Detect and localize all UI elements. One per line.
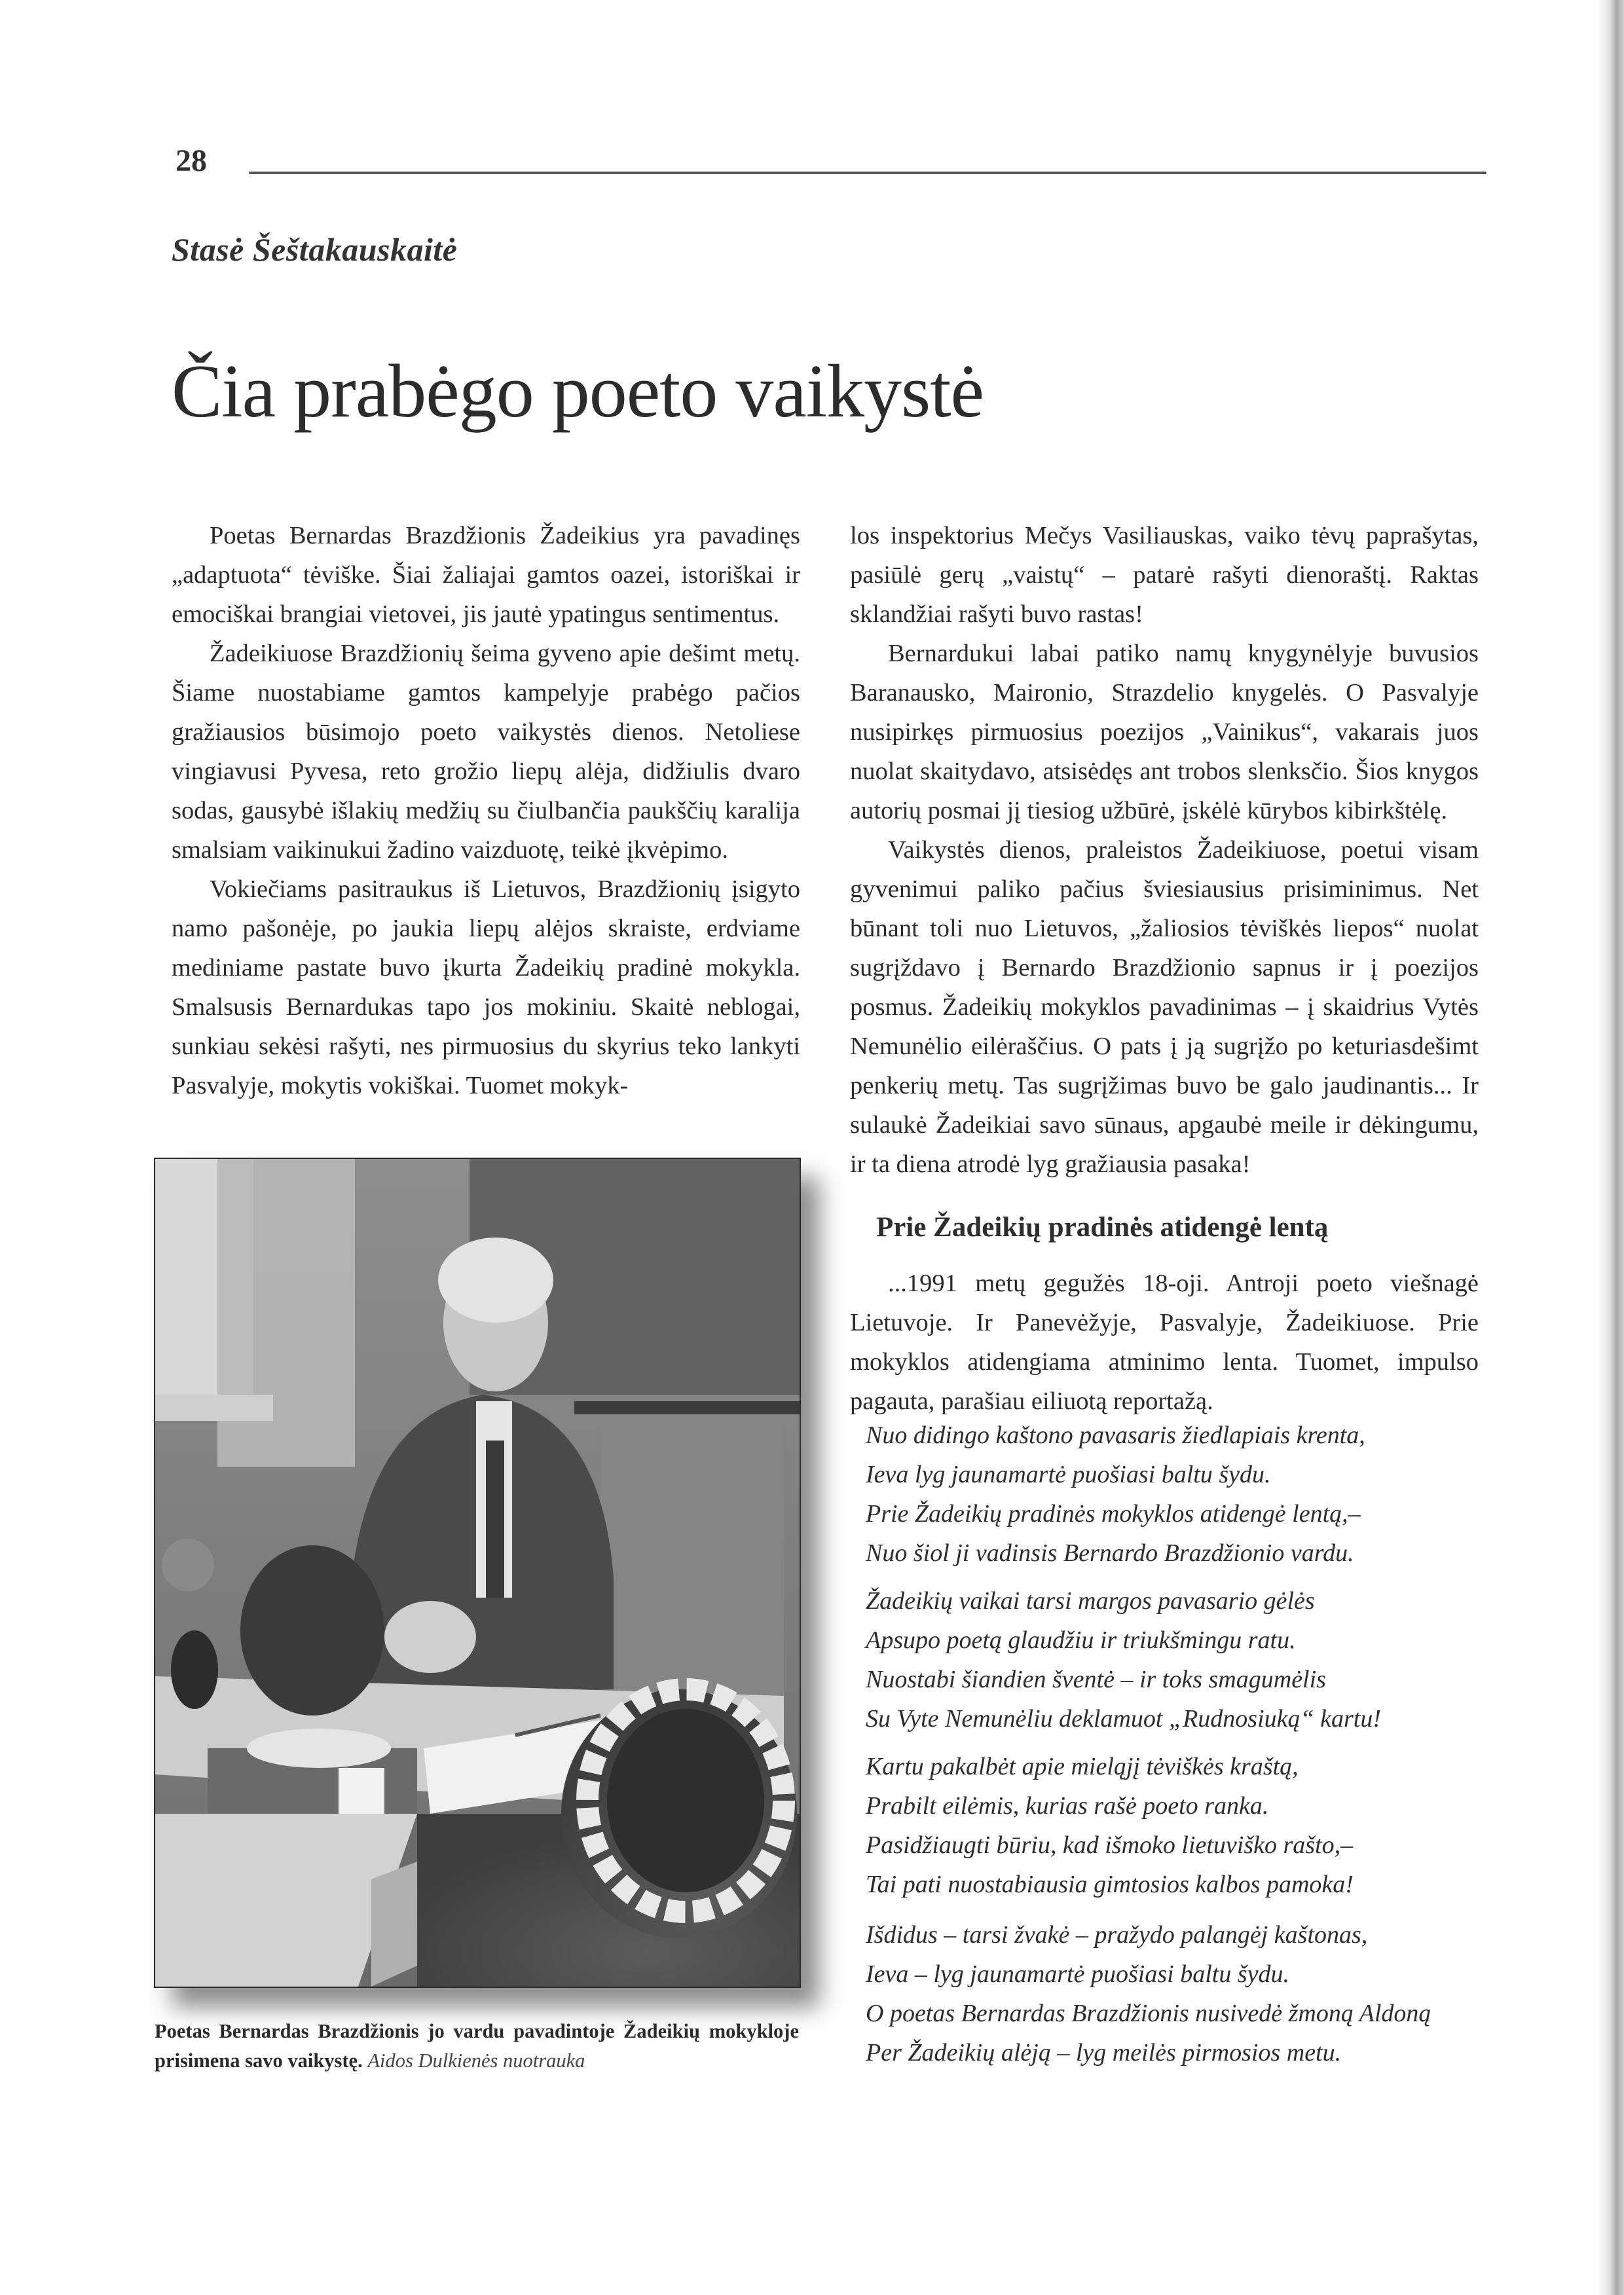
photo-credit: Aidos Dulkienės nuotrauka (367, 2049, 585, 2072)
poem-line: Apsupo poetą glaudžiu ir triukšmingu ratu. (866, 1626, 1296, 1654)
photo-caption (155, 2017, 799, 2076)
paragraph: ...1991 metų gegužės 18-oji. Antroji poeto viešnagė Lietuvoje. Ir Panevėžyje, Pasvalyje, Žadeikiuose. Prie mokyklos atidengiama atminimo lenta. Tuomet, impulso pagauta, parašiau eiliuotą reportažą. (850, 1270, 1479, 1415)
header-rule (249, 172, 1486, 174)
poem-line: Nuo didingo kaštono pavasaris žiedlapiais krenta, (866, 1422, 1365, 1449)
poem-stanza-3 (866, 1747, 1494, 1904)
poem-stanza-1 (866, 1416, 1494, 1573)
left-column (172, 516, 800, 1105)
article-title: Čia prabėgo poeto vaikystė (172, 350, 984, 433)
paragraph: Žadeikiuose Brazdžionių šeima gyveno apie dešimt metų. Šiame nuostabiame gamtos kampelyje prabėgo pačios gražiausios būsimojo poeto vaikystės dienos. Netoliese vingiavusi Pyvesa, reto grožio liepų alėja, didžiulis dvaro sodas, gausybė išlakių medžių su čiulbančia paukščių karalija smalsiam vaikinukui žadino vaizduotę, teikė įkvėpimo. (172, 640, 800, 864)
section-intro (850, 1264, 1479, 1421)
poem-line: Išdidus – tarsi žvakė – pražydo palangėj kaštonas, (866, 1921, 1368, 1949)
paragraph-continuation: los inspektorius Mečys Vasiliauskas, vaiko tėvų paprašytas, pasiūlė gerų „vaistų“ – patarė rašyti dienoraštį. Raktas sklandžiai rašyti buvo rastas! (850, 522, 1479, 628)
poem-stanza-2 (866, 1581, 1494, 1738)
poem-line: Nuo šiol ji vadinsis Bernardo Brazdžionio vardu. (866, 1539, 1354, 1567)
poem-line: O poetas Bernardas Brazdžionis nusivedė žmoną Aldoną (866, 2000, 1431, 2027)
poem-line: Žadeikių vaikai tarsi margos pavasario gėlės (866, 1587, 1315, 1615)
poem-line: Prie Žadeikių pradinės mokyklos atidengė lentą,– (866, 1500, 1361, 1528)
poem-line: Nuostabi šiandien šventė – ir toks smagumėlis (866, 1666, 1326, 1693)
poem-line: Kartu pakalbėt apie mieląjį tėviškės kraštą, (866, 1753, 1299, 1780)
photo-illustration (155, 1159, 800, 1987)
poem-line: Ieva lyg jaunamartė puošiasi baltu šydu. (866, 1461, 1271, 1488)
section-heading: Prie Žadeikių pradinės atidengė lentą (876, 1212, 1329, 1243)
poem-line: Tai pati nuostabiausia gimtosios kalbos pamoka! (866, 1871, 1354, 1898)
article-photo (154, 1158, 801, 1988)
paragraph: Vokiečiams pasitraukus iš Lietuvos, Brazdžionių įsigyto namo pašonėje, po jaukia liepų alėjos skraiste, erdviame mediniame pastate buvo įkurta Žadeikių pradinė mokykla. Smalsusis Bernardukas tapo jos mokiniu. Skaitė neblogai, sunkiau sekėsi rašyti, nes pirmuosius du skyrius teko lankyti Pasvalyje, mokytis vokiškai. Tuomet mokyk- (172, 875, 800, 1099)
page-number: 28 (175, 143, 207, 178)
right-column (850, 516, 1479, 1184)
paragraph: Bernardukui labai patiko namų knygynėlyje buvusios Baranausko, Maironio, Strazdelio knygelės. O Pasvalyje nusipirkęs pirmuosius poezijos „Vainikus“, vakarais juos nuolat skaitydavo, atsisėdęs ant trobos slenksčio. Šios knygos autorių posmai jį tiesiog užbūrė, įskėlė kūrybos kibirkštėlę. (850, 640, 1479, 824)
paragraph: Poetas Bernardas Brazdžionis Žadeikius yra pavadinęs „adaptuota“ tėviške. Šiai žaliajai gamtos oazei, istoriškai ir emociškai brangiai vietovei, jis jautė ypatingus sentimentus. (172, 522, 800, 628)
poem-line: Pasidžiaugti būriu, kad išmoko lietuviško rašto,– (866, 1831, 1354, 1859)
poem-line: Ieva – lyg jaunamartė puošiasi baltu šydu. (866, 1960, 1289, 1988)
poem-line: Su Vyte Nemunėliu deklamuot „Rudnosiuką“ kartu! (866, 1705, 1381, 1733)
poem-stanza-4 (866, 1915, 1494, 2072)
author-name: Stasė Šeštakauskaitė (172, 231, 458, 268)
caption-text: Poetas Bernardas Brazdžionis jo vardu pavadintoje Žadeikių mokykloje prisimena savo vaikystę. (155, 2020, 799, 2072)
scan-gutter-shadow (1598, 0, 1624, 2295)
poem-line: Per Žadeikių alėją – lyg meilės pirmosios metu. (866, 2039, 1342, 2066)
paragraph: Vaikystės dienos, praleistos Žadeikiuose, poetui visam gyvenimui paliko pačius šviesiausius prisiminimus. Net būnant toli nuo Lietuvos, „žaliosios tėviškės liepos“ nuolat sugrįždavo į Bernardo Brazdžionio sapnus ir į poezijos posmus. Žadeikių mokyklos pavadinimas – į skaidrius Vytės Nemunėlio eilėraščius. O pats į ją sugrįžo po keturiasdešimt penkerių metų. Tas sugrįžimas buvo be galo jaudinantis... Ir sulaukė Žadeikiai savo sūnaus, apgaubė meile ir dėkingumu, ir ta diena atrodė lyg gražiausia pasaka! (850, 836, 1479, 1178)
poem-line: Prabilt eilėmis, kurias rašė poeto ranka. (866, 1792, 1269, 1820)
